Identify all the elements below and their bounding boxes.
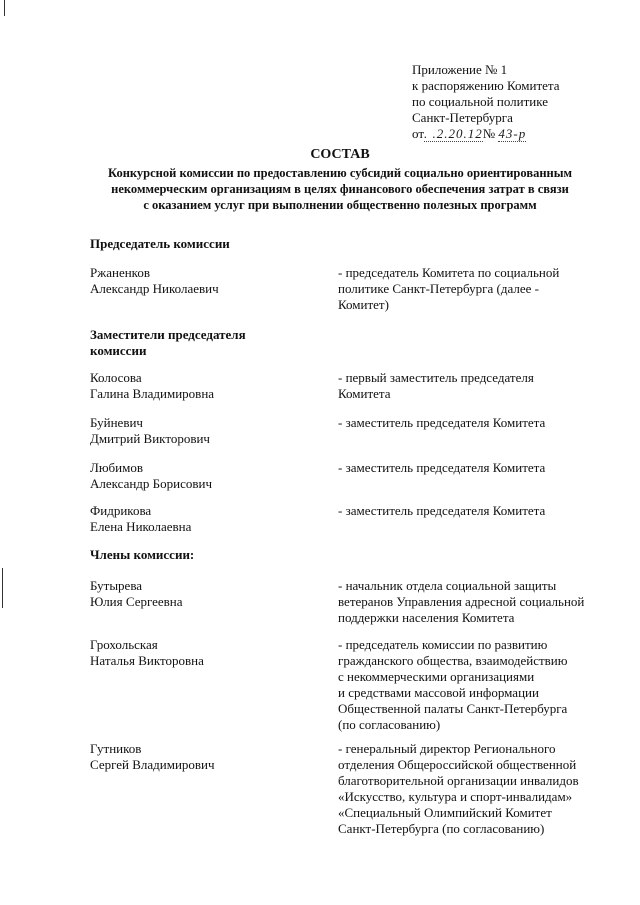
member-name [90, 370, 300, 402]
member-role [338, 637, 598, 733]
role-line: - первый заместитель председателя [338, 370, 534, 385]
order-no-prefix: № [482, 126, 496, 141]
subtitle-line: Конкурсной комиссии по предоставлению субсидий социально ориентированным [108, 166, 572, 180]
scan-edge-mark-top [4, 0, 5, 16]
role-line: Комитета [338, 386, 391, 401]
member-name [90, 460, 300, 492]
role-line: ветеранов Управления адресной социальной [338, 594, 585, 609]
given-names: Александр Николаевич [90, 281, 219, 296]
given-names: Елена Николаевна [90, 519, 192, 534]
role-line: Санкт-Петербурга (по согласованию) [338, 821, 545, 836]
surname: Гутников [90, 741, 142, 756]
role-line: Комитет) [338, 297, 389, 312]
role-line: благотворительной организации инвалидов [338, 773, 579, 788]
member-role [338, 265, 598, 313]
role-line: Общественной палаты Санкт-Петербурга [338, 701, 568, 716]
order-date: . .2.20.12 [424, 126, 483, 141]
role-line: «Искусство, культура и спорт-инвалидам» [338, 789, 573, 804]
section-members [90, 547, 280, 563]
role-line: - председатель Комитета по социальной [338, 265, 560, 280]
surname: Бутырева [90, 578, 143, 593]
annex-line: по социальной политике [412, 94, 548, 109]
given-names: Дмитрий Викторович [90, 431, 210, 446]
document-title [70, 146, 610, 213]
role-line: - председатель комиссии по развитию [338, 637, 548, 652]
role-line: гражданского общества, взаимодействию [338, 653, 568, 668]
role-line: отделения Общероссийской общественной [338, 757, 577, 772]
annex-line: к распоряжению Комитета [412, 78, 560, 93]
member-role [338, 415, 598, 431]
section-members-label: Члены комиссии: [90, 547, 195, 562]
scan-edge-mark-left [2, 568, 3, 608]
section-chairman [90, 236, 280, 252]
annex-line: Приложение № 1 [412, 62, 508, 77]
section-deputies [90, 327, 280, 359]
role-line: - начальник отдела социальной защиты [338, 578, 557, 593]
role-line: и средствами массовой информации [338, 685, 539, 700]
order-line [412, 126, 560, 142]
role-line: - заместитель председателя Комитета [338, 460, 546, 475]
role-line: с некоммерческими организациями [338, 669, 535, 684]
subtitle-line: некоммерческим организациям в целях финансового обеспечения затрат в связи [111, 182, 569, 196]
role-line: «Специальный Олимпийский Комитет [338, 805, 552, 820]
surname: Колосова [90, 370, 142, 385]
role-line: поддержки населения Комитета [338, 610, 515, 625]
member-name [90, 265, 300, 297]
title-subtitle [70, 165, 610, 213]
given-names: Сергей Владимирович [90, 757, 215, 772]
role-line: политике Санкт-Петербурга (далее - [338, 281, 539, 296]
role-line: (по согласованию) [338, 717, 441, 732]
title-heading: СОСТАВ [310, 147, 370, 162]
surname: Грохольская [90, 637, 158, 652]
role-line: - заместитель председателя Комитета [338, 415, 546, 430]
section-deputies-label: Заместители председателя [90, 327, 246, 342]
member-role [338, 460, 598, 476]
member-name [90, 637, 300, 669]
given-names: Галина Владимировна [90, 386, 215, 401]
annex-block [412, 62, 560, 142]
given-names: Юлия Сергеевна [90, 594, 183, 609]
surname: Фидрикова [90, 503, 152, 518]
surname: Ржаненков [90, 265, 150, 280]
section-chairman-label: Председатель комиссии [90, 236, 230, 251]
surname: Любимов [90, 460, 143, 475]
given-names: Александр Борисович [90, 476, 212, 491]
subtitle-line: с оказанием услуг при выполнении общественно полезных программ [143, 198, 537, 212]
member-role [338, 741, 598, 837]
section-deputies-label: комиссии [90, 343, 147, 358]
given-names: Наталья Викторовна [90, 653, 204, 668]
member-name [90, 578, 300, 610]
member-role [338, 503, 598, 519]
member-role [338, 370, 598, 402]
member-name [90, 503, 300, 535]
order-number: 43-р [498, 126, 527, 141]
order-prefix: от [412, 126, 425, 141]
member-name [90, 741, 300, 773]
role-line: - заместитель председателя Комитета [338, 503, 546, 518]
annex-line: Санкт-Петербурга [412, 110, 513, 125]
role-line: - генеральный директор Регионального [338, 741, 556, 756]
member-role [338, 578, 598, 626]
member-name [90, 415, 300, 447]
surname: Буйневич [90, 415, 143, 430]
